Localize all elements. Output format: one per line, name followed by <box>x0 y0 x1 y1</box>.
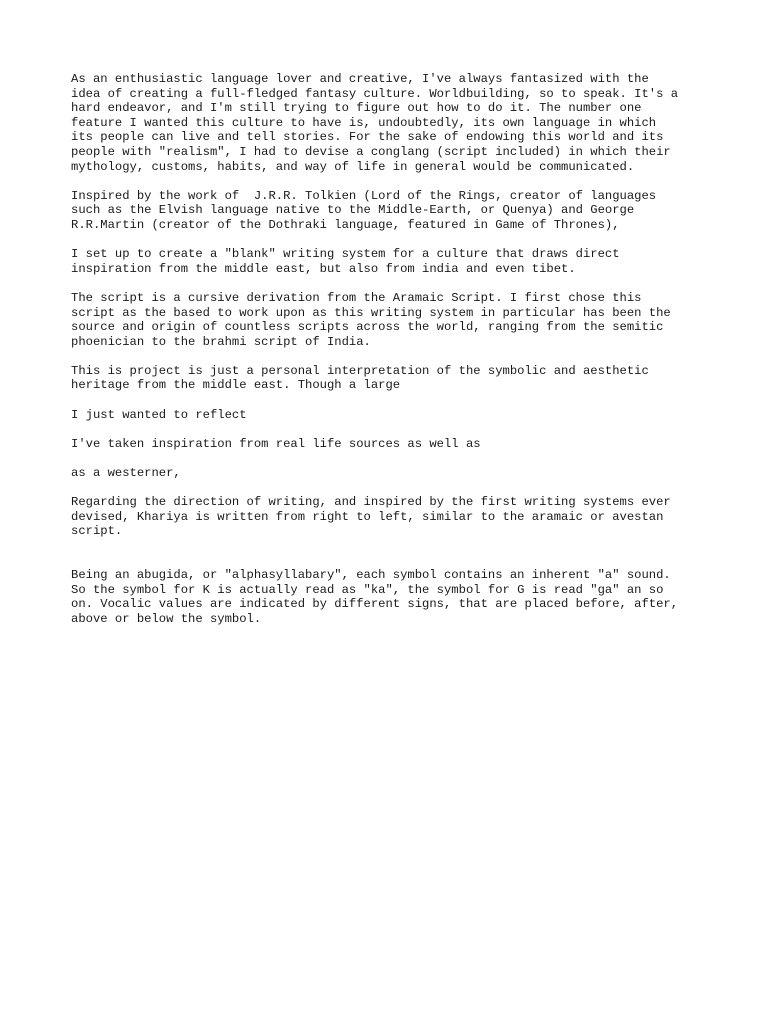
paragraph-blank-writing-system: I set up to create a "blank" writing system for a culture that draws direct inspiration from the middle east, but also from india and even tibet. <box>71 247 620 276</box>
document-body <box>71 72 711 641</box>
paragraph-personal-interpretation: This is project is just a personal interpretation of the symbolic and aesthetic heritage from the middle east. Though a large <box>71 363 649 393</box>
paragraph-westerner: as a westerner, <box>71 466 181 481</box>
paragraph-inspiration: Inspired by the work of J.R.R. Tolkien (Lord of the Rings, creator of languages such as the Elvish language native to the Middle-Earth, or Quenya) and George R.R.Martin (creator of the Dothraki language, featured in Game of Thrones), <box>71 188 657 232</box>
paragraph-real-life-sources: I've taken inspiration from real life sources as well as <box>71 436 481 451</box>
paragraph-intro: As an enthusiastic language lover and creative, I've always fantasized with the idea of creating a full-fledged fantasy culture. Worldbuilding, so to speak. It's a hard endeavor, and I'm still trying to figure out how to do it. The number one feature I wanted this culture to have is, undoubtedly, its own language in which its people can live and tell stories. For the sake of endowing this world and its people with "realism", I had to devise a conglang (script included) in which their mythology, customs, habits, and way of life in general would be communicated. <box>71 72 679 174</box>
paragraph-reflect: I just wanted to reflect <box>71 407 247 422</box>
paragraph-abugida: Being an abugida, or "alphasyllabary", each symbol contains an inherent "a" sound. So the symbol for K is actually read as "ka", the symbol for G is read "ga" an so on. Vocalic values are indicated by different signs, that are placed before, after, above or below the symbol. <box>71 568 679 626</box>
paragraph-writing-direction: Regarding the direction of writing, and inspired by the first writing systems ever devised, Khariya is written from right to left, similar to the aramaic or avestan script. <box>71 495 671 539</box>
paragraph-aramaic-script: The script is a cursive derivation from the Aramaic Script. I first chose this script as the based to work upon as this writing system in particular has been the source and origin of countless scripts across the world, ranging from the semitic phoenician to the brahmi script of India. <box>71 290 671 349</box>
